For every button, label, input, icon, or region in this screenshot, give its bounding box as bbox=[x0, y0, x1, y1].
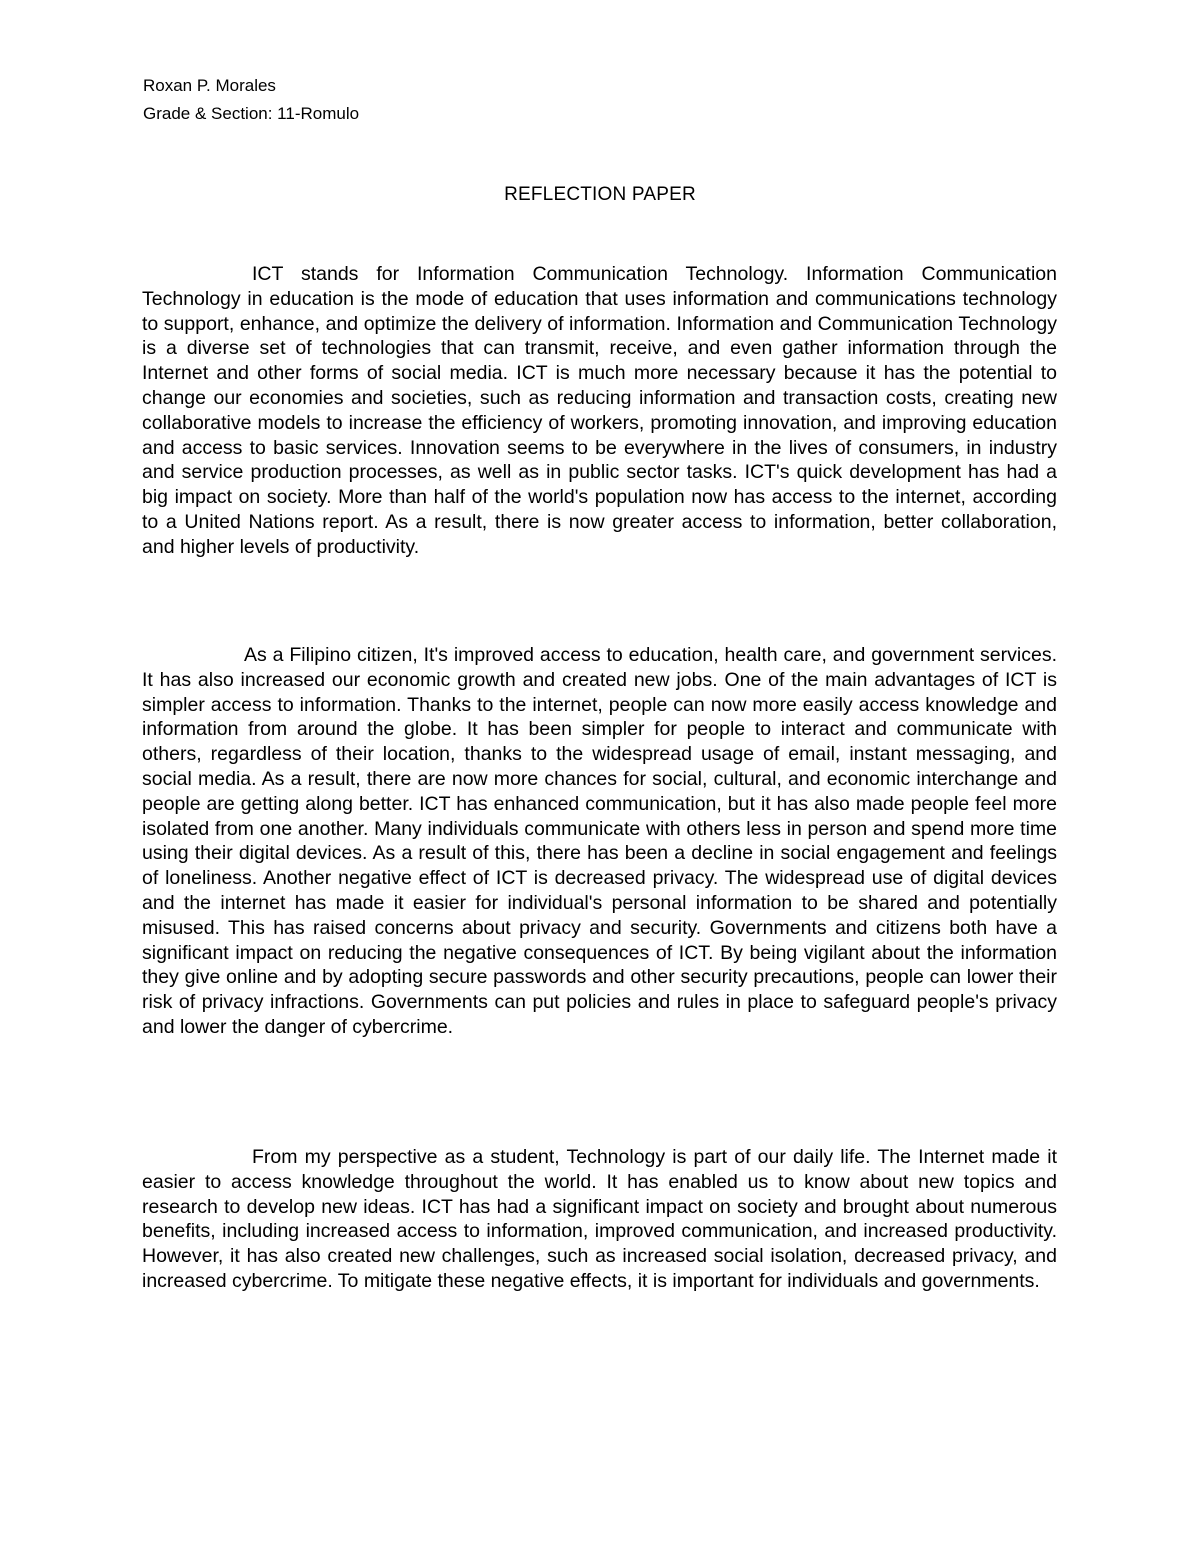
page-title: REFLECTION PAPER bbox=[504, 184, 696, 205]
student-name: Roxan P. Morales bbox=[143, 76, 276, 95]
grade-section: Grade & Section: 11-Romulo bbox=[143, 104, 360, 123]
paragraph-1: ICT stands for Information Communication Technology. Information Communication Technology in education is the mode of education that uses information and communications technology to support, enhance, and optimize the delivery of information. Information and Communication Technology is a diverse set of technologies that can transmit, receive, and even gather information through the Internet and other forms of social media. ICT is much more necessary because it has the potential to change our economies and societies, such as reducing information and transaction costs, creating new collaborative models to increase the efficiency of workers, promoting innovation, and improving education and access to basic services. Innovation seems to be everywhere in the lives of consumers, in industry and service production processes, as well as in public sector tasks. ICT's quick development has had a big impact on society. More than half of the world's population now has access to the internet, according to a United Nations report. As a result, there is now greater access to information, better collaboration, and higher levels of productivity. bbox=[142, 263, 1057, 558]
paragraph-2: As a Filipino citizen, It's improved access to education, health care, and government services. It has also increased our economic growth and created new jobs. One of the main advantages of ICT is simpler access to information. Thanks to the internet, people can now more easily access knowledge and information from around the globe. It has been simpler for people to interact and communicate with others, regardless of their location, thanks to the widespread usage of email, instant messaging, and social media. As a result, there are now more chances for social, cultural, and economic interchange and people are getting along better. ICT has enhanced communication, but it has also made people feel more isolated from one another. Many individuals communicate with others less in person and spend more time using their digital devices. As a result of this, there has been a decline in social engagement and feelings of loneliness. Another negative effect of ICT is decreased privacy. The widespread use of digital devices and the internet has made it easier for individual's personal information to be shared and potentially misused. This has raised concerns about privacy and security. Governments and citizens both have a significant impact on reducing the negative consequences of ICT. By being vigilant about the information they give online and by adopting secure passwords and other security precautions, people can lower their risk of privacy infractions. Governments can put policies and rules in place to safeguard people's privacy and lower the danger of cybercrime. bbox=[142, 644, 1057, 1038]
paragraph-3: From my perspective as a student, Technology is part of our daily life. The Internet made it easier to access knowledge throughout the world. It has enabled us to know about new topics and research to develop new ideas. ICT has had a significant impact on society and brought about numerous benefits, including increased access to information, improved communication, and increased productivity. However, it has also created new challenges, such as increased social isolation, decreased privacy, and increased cybercrime. To mitigate these negative effects, it is important for individuals and governments. bbox=[142, 1146, 1057, 1292]
student-header bbox=[143, 72, 359, 128]
